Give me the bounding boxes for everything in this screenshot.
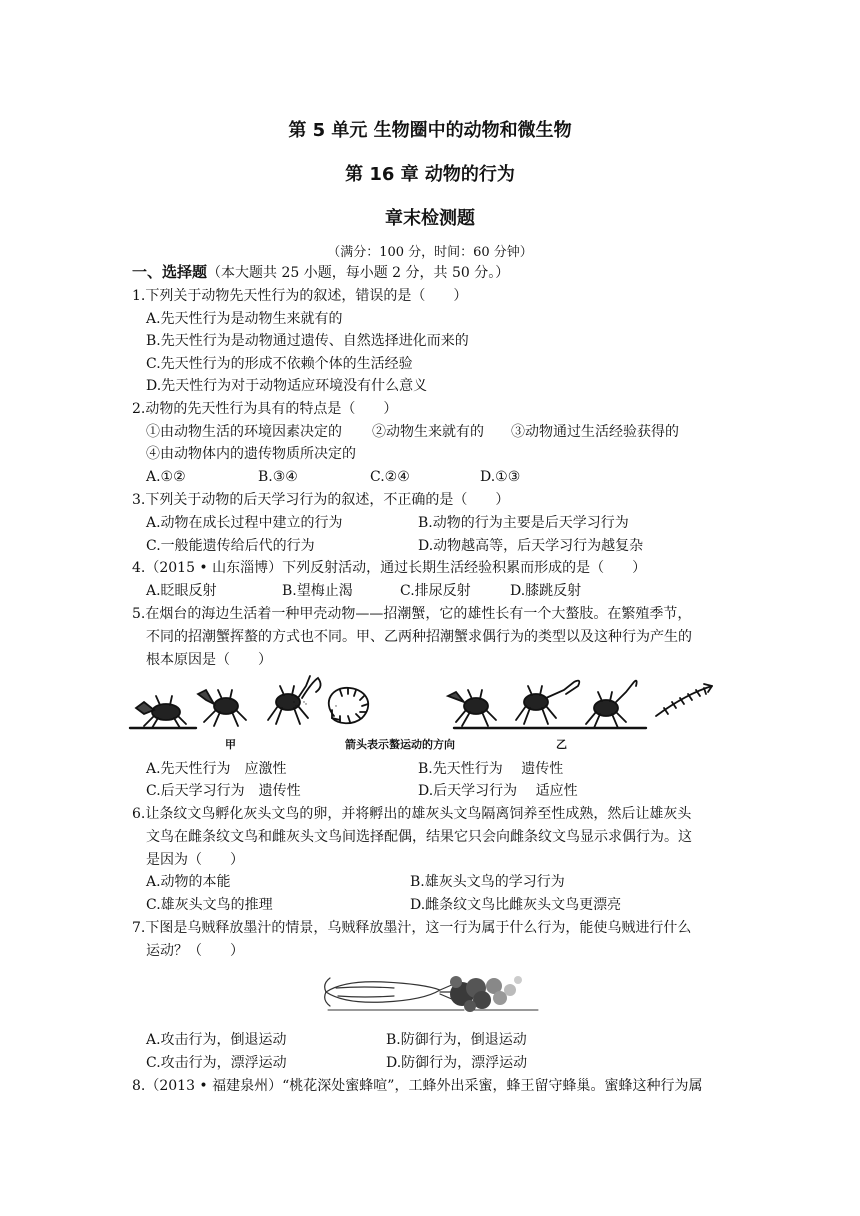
- q3-stem: 3.下列关于动物的后天学习行为的叙述，不正确的是（ ）: [132, 492, 510, 508]
- squid-ink-figure: [324, 966, 540, 1022]
- q4-stem: 4.（2015 • 山东淄博）下列反射活动，通过长期生活经验积累而形成的是（ ）: [132, 560, 647, 576]
- q3-option-c: C.一般能遗传给后代的行为: [146, 538, 315, 554]
- q5-stem-line3: 根本原因是（ ）: [146, 652, 272, 668]
- crab-jia-big-claw-icon: [302, 678, 321, 704]
- q2-stem: 2.动物的先天性行为具有的特点是（ ）: [132, 401, 398, 417]
- q6-option-c: C.雄灰头文鸟的推理: [146, 897, 273, 913]
- q5-option-c: C.后天学习行为 遗传性: [146, 783, 301, 799]
- squid-body-icon: [326, 982, 440, 1003]
- section-heading-line: [132, 261, 509, 284]
- q6-option-b: B.雄灰头文鸟的学习行为: [410, 874, 565, 890]
- q2-statement-1: ①由动物生活的环境因素决定的: [146, 424, 342, 440]
- ink-cloud-icon: [450, 976, 522, 1012]
- q4-option-d: D.膝跳反射: [510, 583, 582, 599]
- q6-option-d: D.雌条纹文鸟比雌灰头文鸟更漂亮: [410, 897, 622, 913]
- q1-stem: 1.下列关于动物先天性行为的叙述，错误的是（ ）: [132, 288, 468, 304]
- q5-option-b: B.先天性行为 遗传性: [418, 761, 564, 777]
- q2-option-d: D.①③: [480, 469, 521, 485]
- test-title: 章末检测题: [385, 208, 475, 229]
- figure-label-jia: 甲: [225, 738, 236, 751]
- crab-jia-1-icon: [130, 696, 196, 728]
- q5-stem-line2: 不同的招潮蟹挥螯的方式也不同。甲、乙两种招潮蟹求偶行为的类型以及这种行为产生的: [146, 629, 692, 645]
- q2-option-b: B.③④: [258, 469, 298, 485]
- q7-option-a: A.攻击行为，倒退运动: [146, 1032, 287, 1048]
- figure-caption: 箭头表示螯运动的方向: [345, 738, 455, 751]
- q4-option-b: B.望梅止渴: [282, 583, 353, 599]
- q7-option-c: C.攻击行为，漂浮运动: [146, 1055, 287, 1071]
- q2-option-a: A.①②: [146, 469, 186, 485]
- q7-stem-line1: 7.下图是乌贼释放墨汁的情景，乌贼释放墨汁，这一行为属于什么行为，能使乌贼进行什么: [132, 920, 692, 936]
- q7-option-d: D.防御行为，漂浮运动: [386, 1055, 528, 1071]
- q1-option-c: C.先天性行为的形成不依赖个体的生活经验: [146, 356, 413, 372]
- wavy-arrow-yi-icon: [454, 684, 712, 728]
- q7-option-b: B.防御行为，倒退运动: [386, 1032, 527, 1048]
- q2-statement-2: ②动物生来就有的: [372, 424, 484, 440]
- chapter-title: 第 16 章 动物的行为: [345, 164, 515, 185]
- fiddler-crab-figure: [126, 672, 726, 734]
- q8-stem-line1: 8.（2013 • 福建泉州）“桃花深处蜜蜂喧”，工蜂外出采蜜，蜂王留守蜂巢。蜜蜂这种行为属: [132, 1078, 703, 1094]
- q2-option-c: C.②④: [370, 469, 410, 485]
- q6-stem-line1: 6.让条纹文鸟孵化灰头文鸟的卵，并将孵出的雄灰头文鸟隔离饲养至性成熟，然后让雄灰头: [132, 806, 692, 822]
- q3-option-d: D.动物越高等，后天学习行为越复杂: [418, 538, 644, 554]
- q2-statement-4: ④由动物体内的遗传物质所决定的: [146, 446, 356, 462]
- q7-stem-line2: 运动？（ ）: [146, 943, 244, 959]
- q1-option-d: D.先天性行为对于动物适应环境没有什么意义: [146, 378, 428, 394]
- q5-stem-line1: 5.在烟台的海边生活着一种甲壳动物——招潮蟹，它的雄性长有一个大螯肢。在繁殖季节，: [132, 606, 692, 622]
- q6-option-a: A.动物的本能: [146, 874, 231, 890]
- q1-option-b: B.先天性行为是动物通过遗传、自然选择进化而来的: [146, 333, 469, 349]
- crab-yi-2-icon: [516, 681, 579, 724]
- test-meta: （满分：100 分，时间：60 分钟）: [327, 245, 533, 260]
- q6-stem-line3: 是因为（ ）: [146, 852, 244, 868]
- q6-stem-line2: 文鸟在雌条纹文鸟和雌灰头文鸟间选择配偶，结果它只会向雌条纹文鸟显示求偶行为。这: [146, 829, 692, 845]
- crab-yi-1-icon: [448, 690, 496, 726]
- unit-title: 第 5 单元 生物圈中的动物和微生物: [288, 120, 572, 141]
- q4-option-a: A.眨眼反射: [146, 583, 217, 599]
- q2-statement-3: ③动物通过生活经验获得的: [511, 424, 679, 440]
- q3-option-b: B.动物的行为主要是后天学习行为: [418, 515, 629, 531]
- crab-jia-2-icon: [198, 690, 246, 726]
- section-note: （本大题共 25 小题，每小题 2 分，共 50 分。）: [207, 265, 510, 281]
- section-heading: 一、选择题: [132, 263, 208, 281]
- crab-jia-3-icon: [268, 676, 310, 724]
- q5-option-a: A.先天性行为 应激性: [146, 761, 287, 777]
- q1-option-a: A.先天性行为是动物生来就有的: [146, 311, 343, 327]
- q3-option-a: A.动物在成长过程中建立的行为: [146, 515, 343, 531]
- q4-option-c: C.排尿反射: [400, 583, 471, 599]
- q5-option-d: D.后天学习行为 适应性: [418, 783, 578, 799]
- crab-yi-3-icon: [586, 681, 637, 728]
- figure-label-yi: 乙: [556, 738, 567, 751]
- circular-arrow-jia-icon: [329, 688, 368, 723]
